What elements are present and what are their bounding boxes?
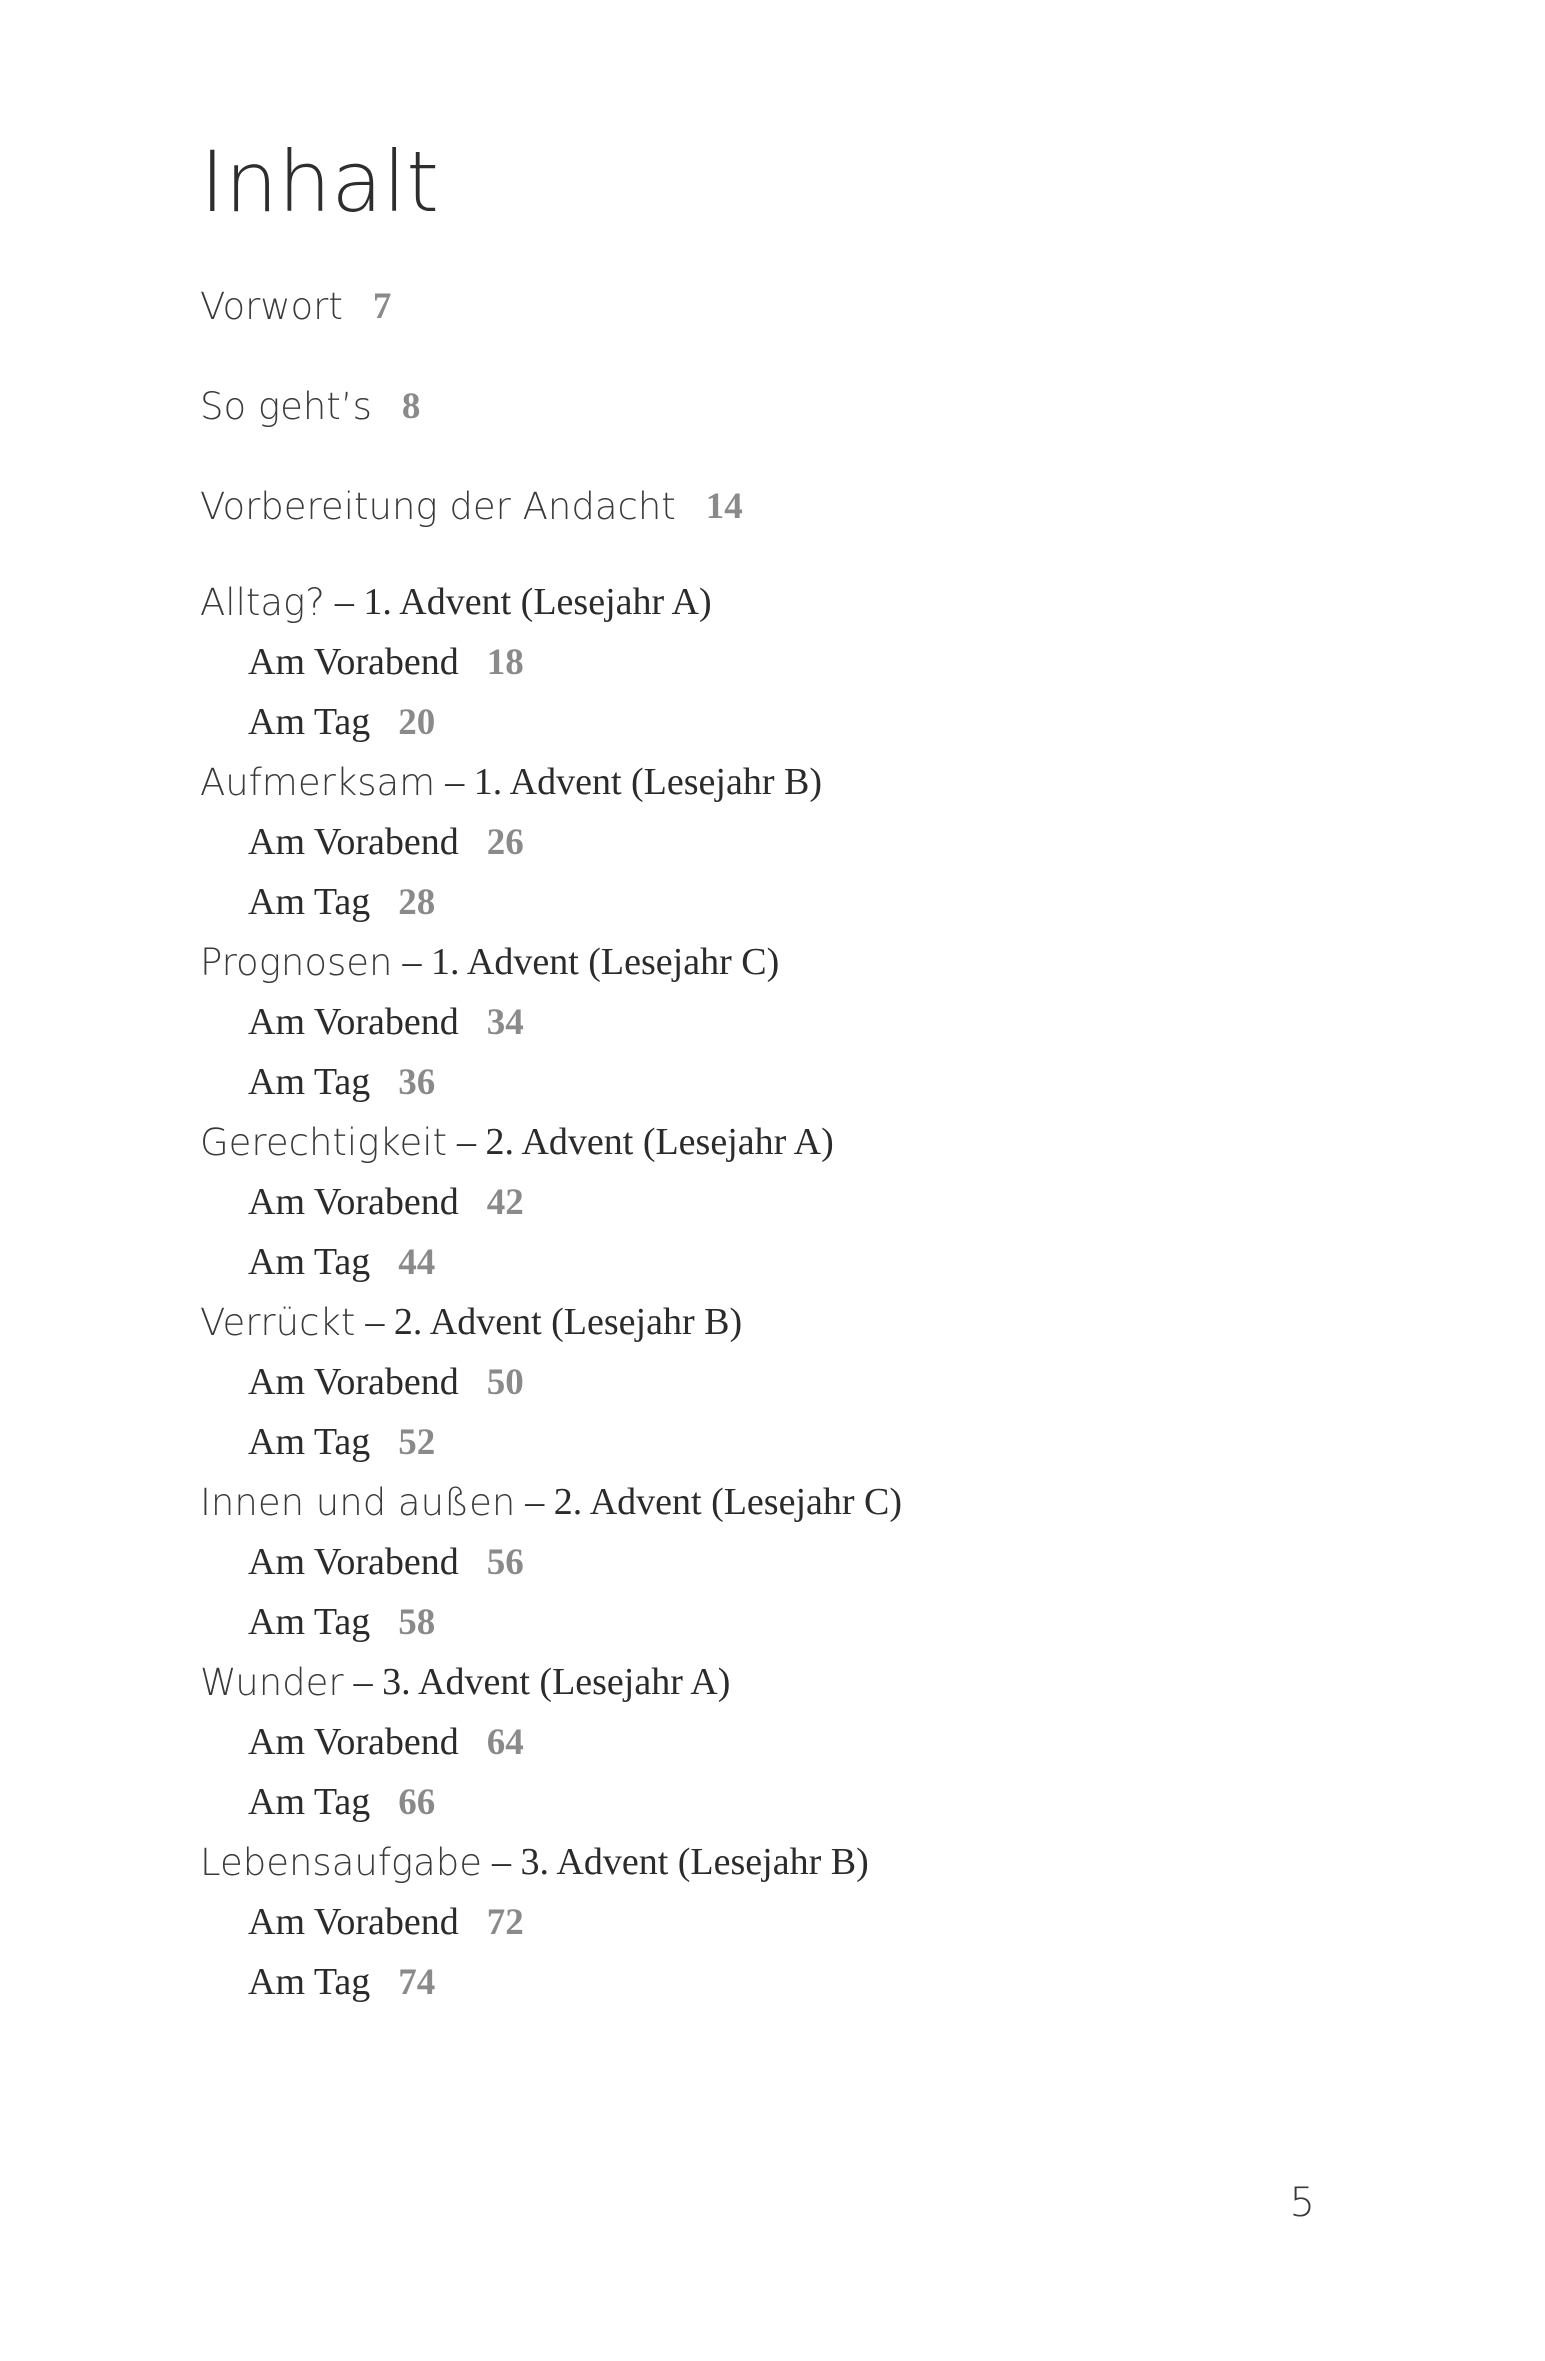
toc-section-heading	[200, 752, 1400, 812]
page-title: Inhalt	[200, 133, 439, 231]
toc-page-number: 8	[401, 385, 421, 427]
toc-page-number: 36	[398, 1061, 436, 1103]
toc-page-number: 58	[398, 1601, 436, 1643]
toc-section-heading	[200, 1832, 1400, 1892]
toc-page-number: 26	[486, 821, 524, 863]
toc-page-number: 14	[705, 485, 743, 527]
table-of-contents	[200, 272, 1400, 2012]
section-title: Aufmerksam	[200, 760, 436, 804]
section-title: Prognosen	[200, 940, 393, 984]
section-subtitle: – 1. Advent (Lesejahr B)	[445, 761, 822, 803]
toc-sub-entry-label: Am Vorabend	[248, 1541, 459, 1583]
toc-section-heading	[200, 572, 1400, 632]
toc-sub-entry-label: Am Vorabend	[248, 821, 459, 863]
toc-section-heading	[200, 1652, 1400, 1712]
page-number: 5	[1289, 2180, 1315, 2226]
toc-sub-entry	[200, 1172, 1400, 1232]
toc-page-number: 56	[486, 1541, 524, 1583]
toc-page-number: 34	[486, 1001, 524, 1043]
section-subtitle: – 3. Advent (Lesejahr B)	[491, 1841, 869, 1883]
toc-page-number: 74	[398, 1961, 436, 2003]
toc-page-number: 50	[486, 1361, 524, 1403]
toc-sub-entry-label: Am Tag	[248, 1601, 371, 1643]
sections-list	[200, 572, 1400, 2012]
toc-sub-entry-label: Am Vorabend	[248, 1361, 459, 1403]
toc-entry	[200, 472, 1400, 572]
toc-page-number: 72	[486, 1901, 524, 1943]
toc-entry	[200, 372, 1400, 472]
toc-sub-entry	[200, 1052, 1400, 1112]
toc-page-number: 20	[398, 701, 436, 743]
section-subtitle: – 2. Advent (Lesejahr B)	[365, 1301, 743, 1343]
toc-sub-entry	[200, 692, 1400, 752]
toc-entry-label: Vorwort	[200, 284, 343, 328]
toc-page-number: 18	[486, 641, 524, 683]
toc-page-number: 42	[486, 1181, 524, 1223]
toc-sub-entry-label: Am Tag	[248, 1961, 371, 2003]
section-subtitle: – 1. Advent (Lesejahr A)	[334, 581, 712, 623]
toc-sub-entry-label: Am Vorabend	[248, 1181, 459, 1223]
toc-sub-entry-label: Am Vorabend	[248, 641, 459, 683]
toc-section-heading	[200, 1112, 1400, 1172]
toc-entry-label: Vorbereitung der Andacht	[200, 484, 676, 528]
toc-page-number: 52	[398, 1421, 436, 1463]
toc-sub-entry	[200, 632, 1400, 692]
toc-sub-entry-label: Am Tag	[248, 881, 371, 923]
toc-sub-entry	[200, 872, 1400, 932]
toc-sub-entry	[200, 992, 1400, 1052]
toc-sub-entry-label: Am Tag	[248, 1061, 371, 1103]
section-subtitle: – 1. Advent (Lesejahr C)	[402, 941, 780, 983]
toc-entry	[200, 272, 1400, 372]
toc-sub-entry	[200, 1232, 1400, 1292]
toc-sub-entry	[200, 1772, 1400, 1832]
toc-sub-entry	[200, 1592, 1400, 1652]
toc-sub-entry-label: Am Tag	[248, 1781, 371, 1823]
toc-sub-entry-label: Am Vorabend	[248, 1721, 459, 1763]
section-title: Wunder	[200, 1660, 344, 1704]
toc-sub-entry	[200, 1532, 1400, 1592]
toc-section-heading	[200, 1472, 1400, 1532]
section-title: Innen und außen	[200, 1480, 516, 1524]
section-title: Gerechtigkeit	[200, 1120, 448, 1164]
section-title: Verrückt	[200, 1300, 356, 1344]
toc-page-number: 7	[372, 285, 392, 327]
toc-section-heading	[200, 1292, 1400, 1352]
toc-sub-entry	[200, 1352, 1400, 1412]
section-subtitle: – 3. Advent (Lesejahr A)	[353, 1661, 731, 1703]
toc-sub-entry-label: Am Tag	[248, 701, 371, 743]
toc-sub-entry-label: Am Vorabend	[248, 1901, 459, 1943]
toc-sub-entry-label: Am Vorabend	[248, 1001, 459, 1043]
front-matter-list	[200, 272, 1400, 572]
toc-sub-entry	[200, 1952, 1400, 2012]
toc-page-number: 44	[398, 1241, 436, 1283]
toc-page-number: 28	[398, 881, 436, 923]
section-title: Lebensaufgabe	[200, 1840, 482, 1884]
toc-sub-entry-label: Am Tag	[248, 1241, 371, 1283]
toc-page-number: 66	[398, 1781, 436, 1823]
toc-entry-label: So geht’s	[200, 384, 372, 428]
toc-sub-entry	[200, 1892, 1400, 1952]
toc-page-number: 64	[486, 1721, 524, 1763]
toc-sub-entry	[200, 1412, 1400, 1472]
section-subtitle: – 2. Advent (Lesejahr A)	[457, 1121, 834, 1163]
toc-sub-entry	[200, 812, 1400, 872]
toc-sub-entry-label: Am Tag	[248, 1421, 371, 1463]
section-title: Alltag?	[200, 580, 325, 624]
toc-section-heading	[200, 932, 1400, 992]
section-subtitle: – 2. Advent (Lesejahr C)	[525, 1481, 903, 1523]
toc-sub-entry	[200, 1712, 1400, 1772]
